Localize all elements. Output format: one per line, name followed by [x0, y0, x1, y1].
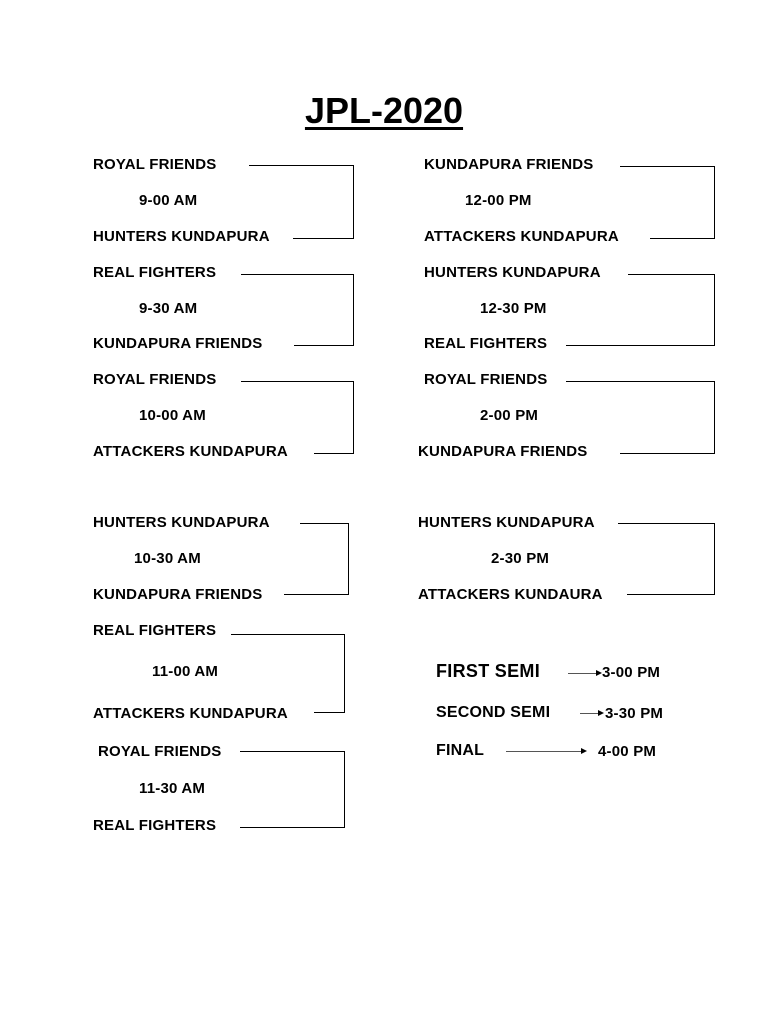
- team-name: HUNTERS KUNDAPURA: [424, 264, 601, 281]
- team-name: KUNDAPURA FRIENDS: [424, 156, 594, 173]
- bracket-line: [714, 166, 715, 238]
- arrow-right-icon: [506, 751, 585, 752]
- match-time: 12-00 PM: [465, 192, 532, 209]
- team-name: ROYAL FRIENDS: [98, 743, 222, 760]
- match-time: 9-00 AM: [139, 192, 198, 209]
- bracket-line: [628, 274, 715, 275]
- match-time: 10-30 AM: [134, 550, 201, 567]
- team-name: ATTACKERS KUNDAPURA: [93, 705, 288, 722]
- bracket-line: [240, 751, 345, 752]
- team-name: HUNTERS KUNDAPURA: [93, 228, 270, 245]
- bracket-line: [353, 274, 354, 345]
- stage-label: SECOND SEMI: [436, 704, 551, 721]
- team-name: ROYAL FRIENDS: [93, 371, 217, 388]
- match-time: 10-00 AM: [139, 407, 206, 424]
- bracket-line: [714, 523, 715, 594]
- match-time: 9-30 AM: [139, 300, 198, 317]
- team-name: HUNTERS KUNDAPURA: [418, 514, 595, 531]
- arrow-right-icon: [568, 673, 600, 674]
- bracket-line: [620, 166, 715, 167]
- bracket-line: [566, 345, 715, 346]
- bracket-line: [241, 274, 354, 275]
- bracket-line: [344, 751, 345, 827]
- stage-label: FIRST SEMI: [436, 661, 541, 681]
- team-name: ATTACKERS KUNDAURA: [418, 586, 603, 603]
- bracket-line: [566, 381, 715, 382]
- bracket-line: [618, 523, 715, 524]
- team-name: ROYAL FRIENDS: [424, 371, 548, 388]
- bracket-line: [284, 594, 349, 595]
- bracket-line: [300, 523, 349, 524]
- team-name: ATTACKERS KUNDAPURA: [93, 443, 288, 460]
- bracket-line: [650, 238, 715, 239]
- bracket-line: [620, 453, 715, 454]
- match-time: 2-00 PM: [480, 407, 539, 424]
- bracket-line: [344, 634, 345, 712]
- page-title: JPL-2020: [304, 90, 464, 131]
- team-name: REAL FIGHTERS: [424, 335, 548, 352]
- bracket-line: [714, 274, 715, 345]
- match-time: 11-30 AM: [139, 780, 206, 797]
- bracket-line: [231, 634, 345, 635]
- bracket-line: [293, 238, 354, 239]
- stage-time: 4-00 PM: [598, 743, 657, 760]
- stage-time: 3-30 PM: [605, 705, 664, 722]
- bracket-line: [249, 165, 354, 166]
- bracket-line: [294, 345, 354, 346]
- team-name: KUNDAPURA FRIENDS: [93, 335, 263, 352]
- bracket-line: [714, 381, 715, 453]
- team-name: HUNTERS KUNDAPURA: [93, 514, 270, 531]
- bracket-line: [240, 827, 345, 828]
- match-time: 12-30 PM: [480, 300, 547, 317]
- bracket-line: [627, 594, 715, 595]
- bracket-line: [353, 381, 354, 453]
- team-name: REAL FIGHTERS: [93, 622, 217, 639]
- bracket-line: [348, 523, 349, 594]
- match-time: 11-00 AM: [152, 663, 219, 680]
- stage-time: 3-00 PM: [602, 664, 661, 681]
- match-time: 2-30 PM: [491, 550, 550, 567]
- bracket-line: [314, 712, 345, 713]
- bracket-line: [241, 381, 354, 382]
- team-name: REAL FIGHTERS: [93, 817, 217, 834]
- bracket-line: [314, 453, 354, 454]
- team-name: KUNDAPURA FRIENDS: [93, 586, 263, 603]
- bracket-line: [353, 165, 354, 238]
- team-name: KUNDAPURA FRIENDS: [418, 443, 588, 460]
- team-name: ROYAL FRIENDS: [93, 156, 217, 173]
- team-name: REAL FIGHTERS: [93, 264, 217, 281]
- team-name: ATTACKERS KUNDAPURA: [424, 228, 619, 245]
- stage-label: FINAL: [436, 742, 485, 759]
- arrow-right-icon: [580, 713, 602, 714]
